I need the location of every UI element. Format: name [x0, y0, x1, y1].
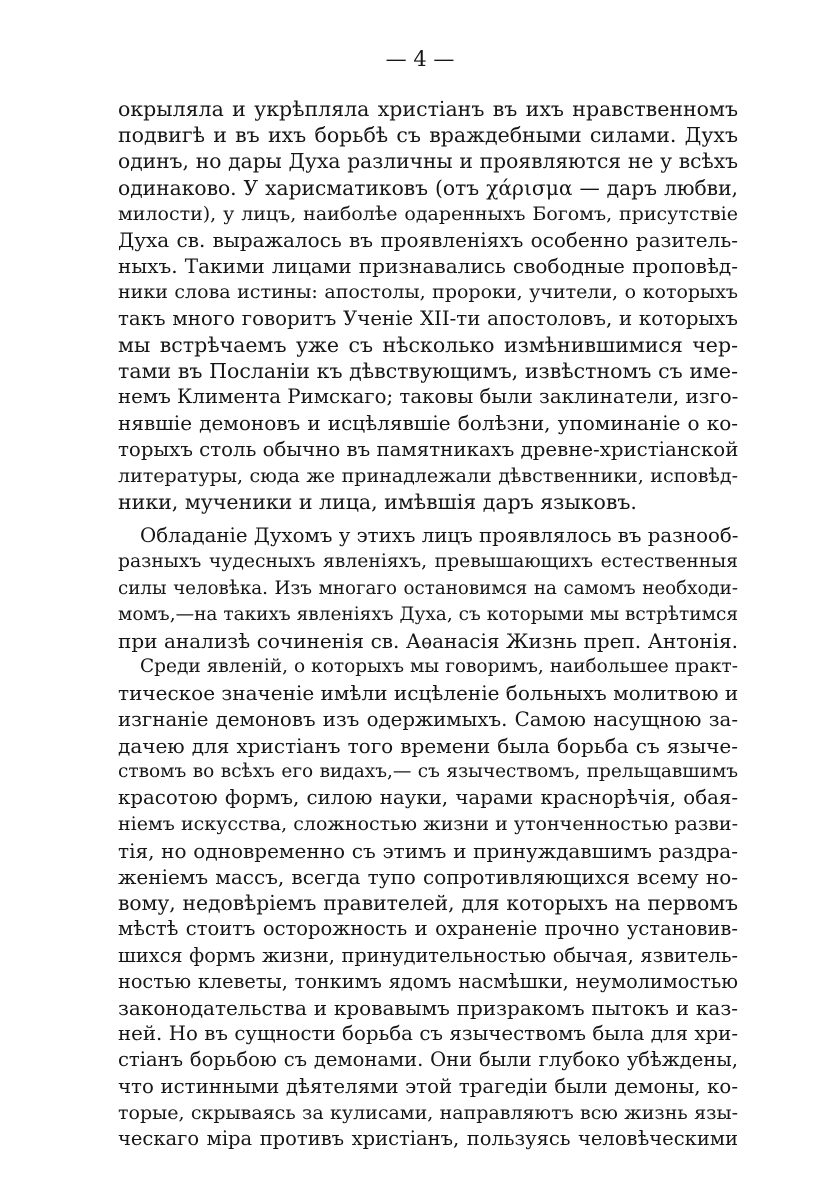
text-line: вому, недовѣріемъ правителей, для которыхъ на первомъ [118, 891, 738, 916]
text-line: Духа св. выражалось въ проявленіяхъ особенно разитель- [118, 228, 738, 253]
text-line: торыхъ столь обычно въ памятникахъ древне-христіанской [118, 437, 739, 461]
paragraph-2 [118, 523, 738, 654]
text-line: одинъ, но дары Духа различны и проявляются не у всѣхъ [118, 149, 738, 174]
text-line: Среди явленій, о которыхъ мы говоримъ, наибольшее практ- [140, 656, 738, 678]
text-line: ники слова истины: апостолы, пророки, учители, о которыхъ [118, 281, 738, 304]
text-line: шихся формъ жизни, принудительностью обычая, язвитель- [118, 943, 738, 967]
paragraph-1 [118, 96, 738, 515]
text-line: Обладаніе Духомъ у этихъ лицъ проявлялось въ разнооб- [140, 524, 739, 548]
text-line: ніемъ искусства, сложностью жизни и утонченностью разви- [118, 813, 738, 836]
text-line: тами въ Посланіи къ дѣвствующимъ, извѣстномъ съ име- [118, 359, 738, 384]
text-line: немъ Климента Римскаго; таковы были заклинатели, изго- [118, 385, 739, 409]
page-number: — 4 — [385, 47, 455, 71]
body-text [118, 96, 738, 1152]
text-line: разныхъ чудесныхъ явленіяхъ, превышающихъ естественныя [118, 551, 738, 573]
text-line: при анализѣ сочиненія св. Аѳанасія Жизнь преп. Антонія. [118, 629, 738, 654]
paragraph-3 [118, 654, 738, 1152]
text-line: силы человѣка. Изъ многаго остановимся на самомъ необходи- [118, 577, 738, 599]
text-line: тическое значеніе имѣли исцѣленіе больныхъ молитвою и [118, 681, 739, 706]
text-line: подвигѣ и въ ихъ борьбѣ съ враждебными силами. Духъ [118, 123, 738, 148]
text-line: ники, мученики и лица, имѣвшія даръ языковъ. [118, 490, 637, 515]
text-line: законодательства и кровавымъ призракомъ пытокъ и каз- [118, 995, 738, 1020]
text-line: стіанъ борьбою съ демонами. Они были глубоко убѣждены, [118, 1048, 738, 1072]
text-line: красотою формъ, силою науки, чарами краснорѣчія, обая- [118, 786, 738, 810]
text-line: ней. Но въ сущности борьба съ язычествомъ была для хри- [118, 1022, 738, 1046]
text-line: ствомъ во всѣхъ его видахъ,— съ язычествомъ, прельщавшимъ [118, 761, 738, 783]
text-line: дачею для христіанъ того времени была борьба съ языче- [118, 733, 738, 758]
text-line: литературы, сюда же принадлежали дѣвственники, исповѣд- [118, 464, 738, 487]
text-line: милости), у лицъ, наиболѣе одаренныхъ Богомъ, присутствіе [118, 202, 738, 225]
text-line: мы встрѣчаемъ уже съ нѣсколько измѣнившимися чер- [118, 332, 738, 357]
text-line: ностью клеветы, тонкимъ ядомъ насмѣшки, неумолимостью [118, 969, 738, 993]
text-line: момъ,—на такихъ явленіяхъ Духа, съ которыми мы встрѣтимся [118, 603, 738, 625]
text-line: что истинными дѣятелями этой трагедіи были демоны, ко- [118, 1074, 738, 1098]
text-line: торые, скрываясь за кулисами, направляютъ всю жизнь язы- [118, 1101, 738, 1124]
text-line: изгнаніе демоновъ изъ одержимыхъ. Самою насущною за- [118, 707, 738, 731]
text-line: одинаково. У харисматиковъ (отъ χάρισμα — даръ любви, [118, 175, 738, 200]
text-line: нявшіе демоновъ и исцѣлявшіе болѣзни, упоминаніе о ко- [118, 411, 738, 436]
text-line: мѣстѣ стоитъ осторожность и охраненіе прочно установив- [118, 917, 738, 941]
text-line: ческаго міра противъ христіанъ, пользуясь человѣческими [118, 1126, 738, 1150]
text-line: ныхъ. Такими лицами признавались свободные проповѣд- [118, 254, 738, 279]
text-line: женіемъ массъ, всегда тупо сопротивляющихся всему но- [118, 864, 738, 889]
text-line: окрыляла и укрѣпляла христіанъ въ ихъ нравственномъ [118, 97, 738, 121]
text-line: такъ много говоритъ Ученіе XII-ти апостоловъ, и которыхъ [118, 306, 738, 330]
text-line: тія, но одновременно съ этимъ и принуждавшимъ раздра- [118, 838, 738, 863]
